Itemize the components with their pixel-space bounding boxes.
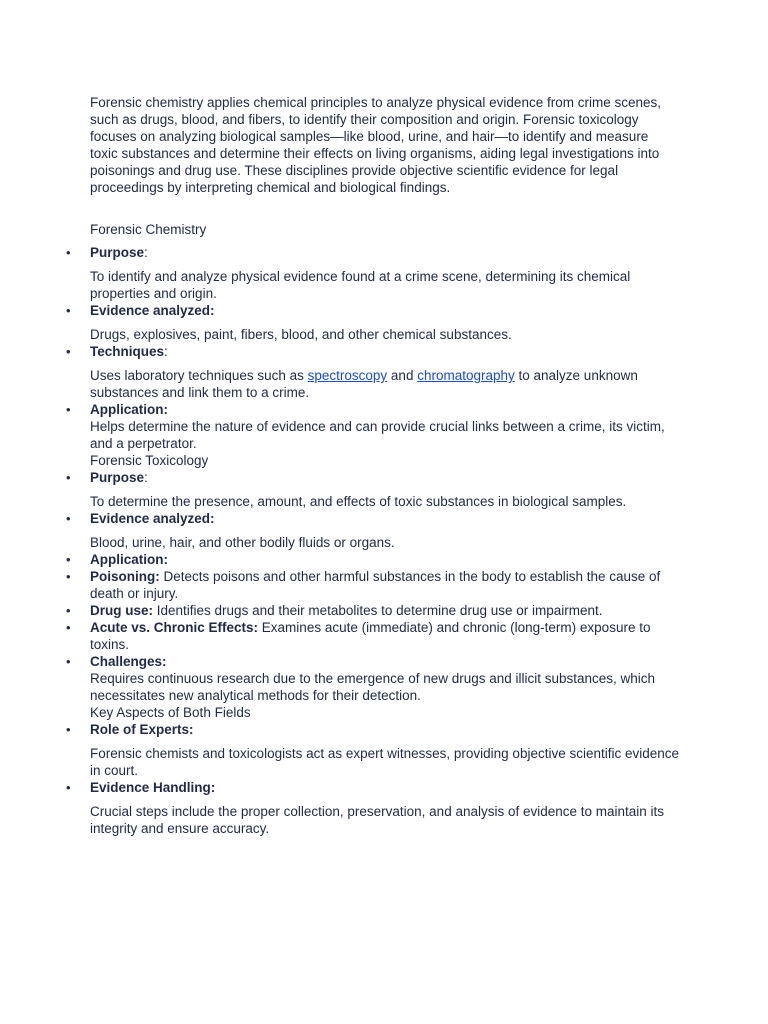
- list-item-role-of-experts: [66, 721, 680, 779]
- techniques-text: [90, 367, 680, 401]
- challenges-label: Challenges:: [90, 654, 167, 669]
- list-item-drug-use: [66, 602, 678, 619]
- acute-label: Acute vs. Chronic Effects:: [90, 620, 259, 635]
- bullet-icon: •: [66, 245, 71, 260]
- list-item-poisoning: [66, 568, 678, 602]
- section-heading-forensic-toxicology: Forensic Toxicology: [90, 453, 209, 468]
- bullet-icon: •: [66, 654, 71, 669]
- intro-paragraph: Forensic chemistry applies chemical principles to analyze physical evidence from crime scenes, such as drugs, blood, and fibers, to identify their composition and origin. Forensic toxicology focuses on analyzing biological samples—like blood, urine, and hair—to identify and measure toxic substances and determine their effects on living organisms, aiding legal investigations into poisonings and drug use. These disciplines provide objective scientific evidence for legal proceedings by interpreting chemical and biological findings.: [90, 95, 661, 195]
- poisoning-body: Detects poisons and other harmful substances in the body to establish the cause of death or injury.: [90, 569, 661, 601]
- bullet-icon: •: [66, 552, 71, 567]
- purpose-colon: :: [144, 245, 148, 260]
- list-item-tox-application: [66, 551, 678, 568]
- section-heading-key-aspects: Key Aspects of Both Fields: [90, 705, 251, 720]
- experts-colon: :: [189, 722, 194, 737]
- bullet-icon: •: [66, 569, 71, 584]
- poisoning-label: Poisoning:: [90, 569, 160, 584]
- purpose-label: Purpose: [90, 245, 145, 260]
- techniques-text-mid: and: [387, 368, 418, 383]
- tox-application-label: Application:: [90, 552, 168, 567]
- techniques-colon: :: [164, 344, 168, 359]
- experts-text: Forensic chemists and toxicologists act as expert witnesses, providing objective scientific evidence in court.: [90, 746, 680, 778]
- challenges-text: Requires continuous research due to the emergence of new drugs and illicit substances, which necessitates new analytical methods for their detection.: [90, 671, 656, 703]
- list-item-evidence-analyzed: [66, 302, 678, 343]
- drug-use-body: Identifies drugs and their metabolites to determine drug use or impairment.: [153, 603, 603, 618]
- bullet-icon: •: [66, 470, 71, 485]
- bullet-icon: •: [66, 511, 71, 526]
- techniques-label: Techniques: [90, 344, 165, 359]
- purpose-text: To identify and analyze physical evidence found at a crime scene, determining its chemical properties and origin.: [90, 269, 631, 301]
- tox-purpose-colon: :: [144, 470, 148, 485]
- handling-colon: :: [210, 780, 216, 795]
- chromatography-link[interactable]: chromatography: [417, 368, 515, 383]
- bullet-icon: •: [66, 603, 71, 618]
- drug-use-label: Drug use:: [90, 603, 154, 618]
- bullet-icon: •: [66, 303, 71, 318]
- list-item-challenges: [66, 653, 678, 721]
- drug-use-text: [90, 602, 678, 619]
- techniques-text-before: Uses laboratory techniques such as: [90, 368, 308, 383]
- list-item-acute-chronic: [66, 619, 678, 653]
- chemistry-list: [66, 244, 680, 837]
- tox-evidence-label: Evidence analyzed:: [90, 511, 215, 526]
- list-item-application: [66, 401, 678, 469]
- handling-label: Evidence Handling: [90, 780, 211, 795]
- list-item-tox-evidence: [66, 510, 678, 551]
- experts-label: Role of Experts: [90, 722, 190, 737]
- bullet-icon: •: [66, 620, 71, 635]
- bullet-icon: •: [66, 722, 71, 737]
- application-text: Helps determine the nature of evidence and can provide crucial links between a crime, its victim, and a perpetrator.: [90, 419, 665, 451]
- spectroscopy-link[interactable]: spectroscopy: [307, 368, 388, 383]
- acute-text: [90, 619, 678, 653]
- list-item-tox-purpose: [66, 469, 678, 510]
- list-item-evidence-handling: [66, 779, 678, 837]
- tox-purpose-text: To determine the presence, amount, and effects of toxic substances in biological samples.: [90, 494, 627, 509]
- bullet-icon: •: [66, 402, 71, 417]
- list-item-purpose: [66, 244, 678, 302]
- handling-text: Crucial steps include the proper collection, preservation, and analysis of evidence to maintain its integrity and ensure accuracy.: [90, 804, 665, 836]
- application-label: Application:: [90, 402, 168, 417]
- evidence-label: Evidence analyzed:: [90, 303, 215, 318]
- bullet-icon: •: [66, 780, 71, 795]
- tox-evidence-text: Blood, urine, hair, and other bodily fluids or organs.: [90, 535, 395, 550]
- techniques-text-after: to analyze unknown substances and link them to a crime.: [90, 368, 638, 400]
- list-item-techniques: [66, 343, 678, 401]
- section-heading-forensic-chemistry: Forensic Chemistry: [90, 222, 207, 237]
- bullet-icon: •: [66, 344, 71, 359]
- poisoning-text: [90, 568, 678, 602]
- evidence-text: Drugs, explosives, paint, fibers, blood, and other chemical substances.: [90, 327, 512, 342]
- acute-body: Examines acute (immediate) and chronic (long-term) exposure to toxins.: [90, 620, 651, 652]
- tox-purpose-label: Purpose: [90, 470, 145, 485]
